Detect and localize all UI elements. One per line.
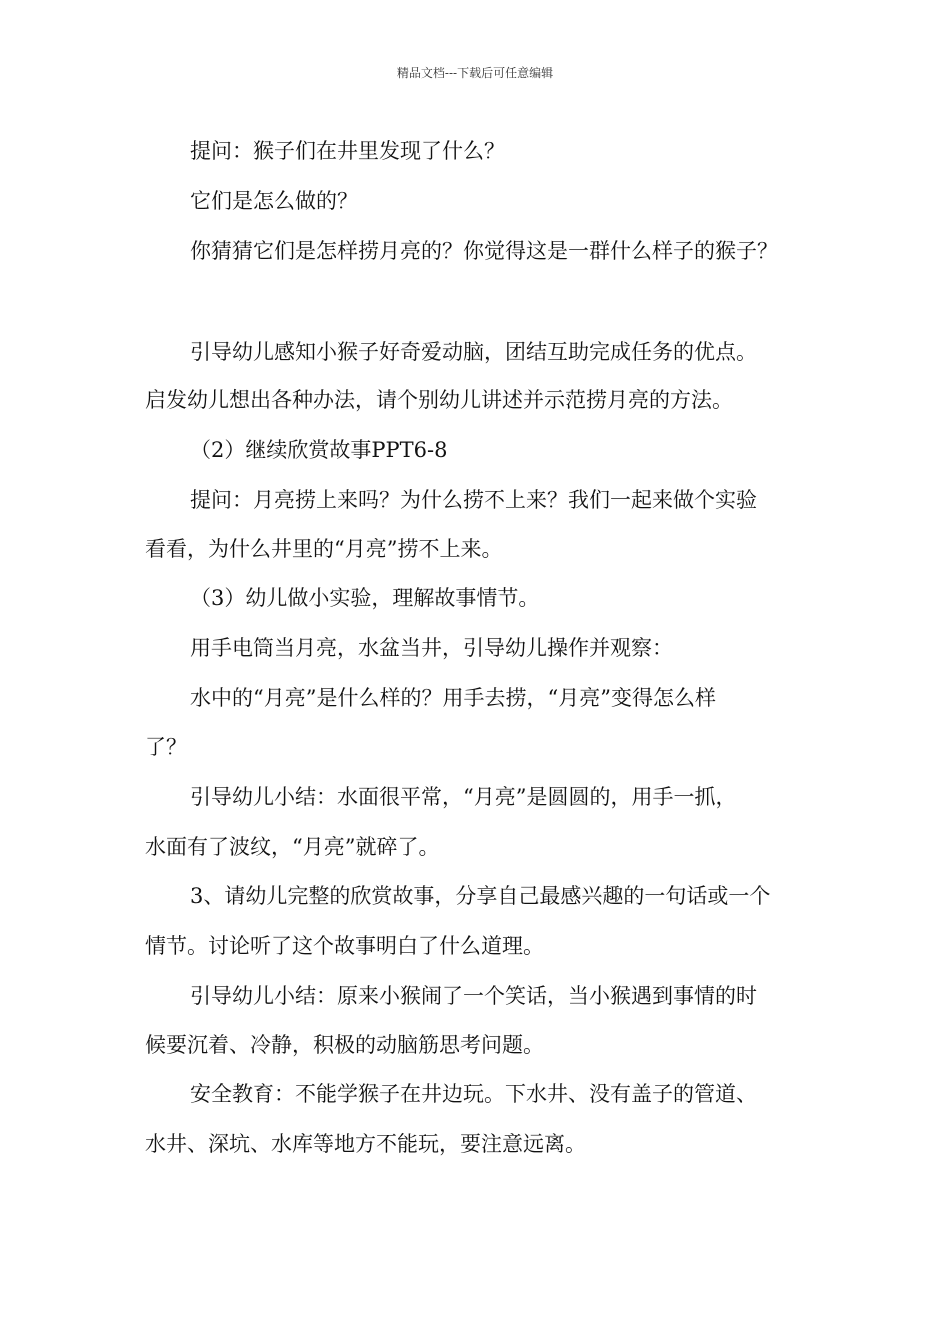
text-line: 水中的“月亮”是什么样的？用手去捞，“月亮”变得怎么样 bbox=[190, 686, 716, 710]
text-line: 引导幼儿小结：原来小猴闹了一个笑话，当小猴遇到事情的时 bbox=[190, 984, 757, 1008]
text-line: 你猜猜它们是怎样捞月亮的？你觉得这是一群什么样子的猴子？ bbox=[190, 239, 778, 263]
text-line: （2）继续欣赏故事PPT6-8 bbox=[190, 438, 448, 462]
text-line: 它们是怎么做的？ bbox=[190, 189, 358, 213]
text-line: 提问：月亮捞上来吗？为什么捞不上来？我们一起来做个实验 bbox=[190, 488, 757, 512]
text-line: 3、请幼儿完整的欣赏故事，分享自己最感兴趣的一句话或一个 bbox=[190, 884, 771, 908]
text-line: 引导幼儿小结：水面很平常，“月亮”是圆圆的，用手一抓， bbox=[190, 785, 737, 809]
text-line: 水井、深坑、水库等地方不能玩，要注意远离。 bbox=[145, 1132, 586, 1156]
text-line: （3）幼儿做小实验，理解故事情节。 bbox=[190, 586, 540, 610]
text-line: 引导幼儿感知小猴子好奇爱动脑，团结互助完成任务的优点。 bbox=[190, 340, 757, 364]
text-line: 了？ bbox=[145, 735, 187, 759]
text-line: 安全教育：不能学猴子在井边玩。下水井、没有盖子的管道、 bbox=[190, 1082, 757, 1106]
text-line: 提问：猴子们在井里发现了什么？ bbox=[190, 139, 505, 163]
text-line: 候要沉着、冷静，积极的动脑筋思考问题。 bbox=[145, 1033, 544, 1057]
text-line: 情节。讨论听了这个故事明白了什么道理。 bbox=[145, 934, 544, 958]
text-line: 启发幼儿想出各种办法，请个别幼儿讲述并示范捞月亮的方法。 bbox=[145, 388, 733, 412]
text-line: 水面有了波纹，“月亮”就碎了。 bbox=[145, 835, 440, 859]
text-line: 用手电筒当月亮，水盆当井，引导幼儿操作并观察： bbox=[190, 636, 673, 660]
text-line: 看看，为什么井里的“月亮”捞不上来。 bbox=[145, 537, 503, 561]
page-header: 精品文档---下载后可任意编辑 bbox=[396, 66, 554, 80]
